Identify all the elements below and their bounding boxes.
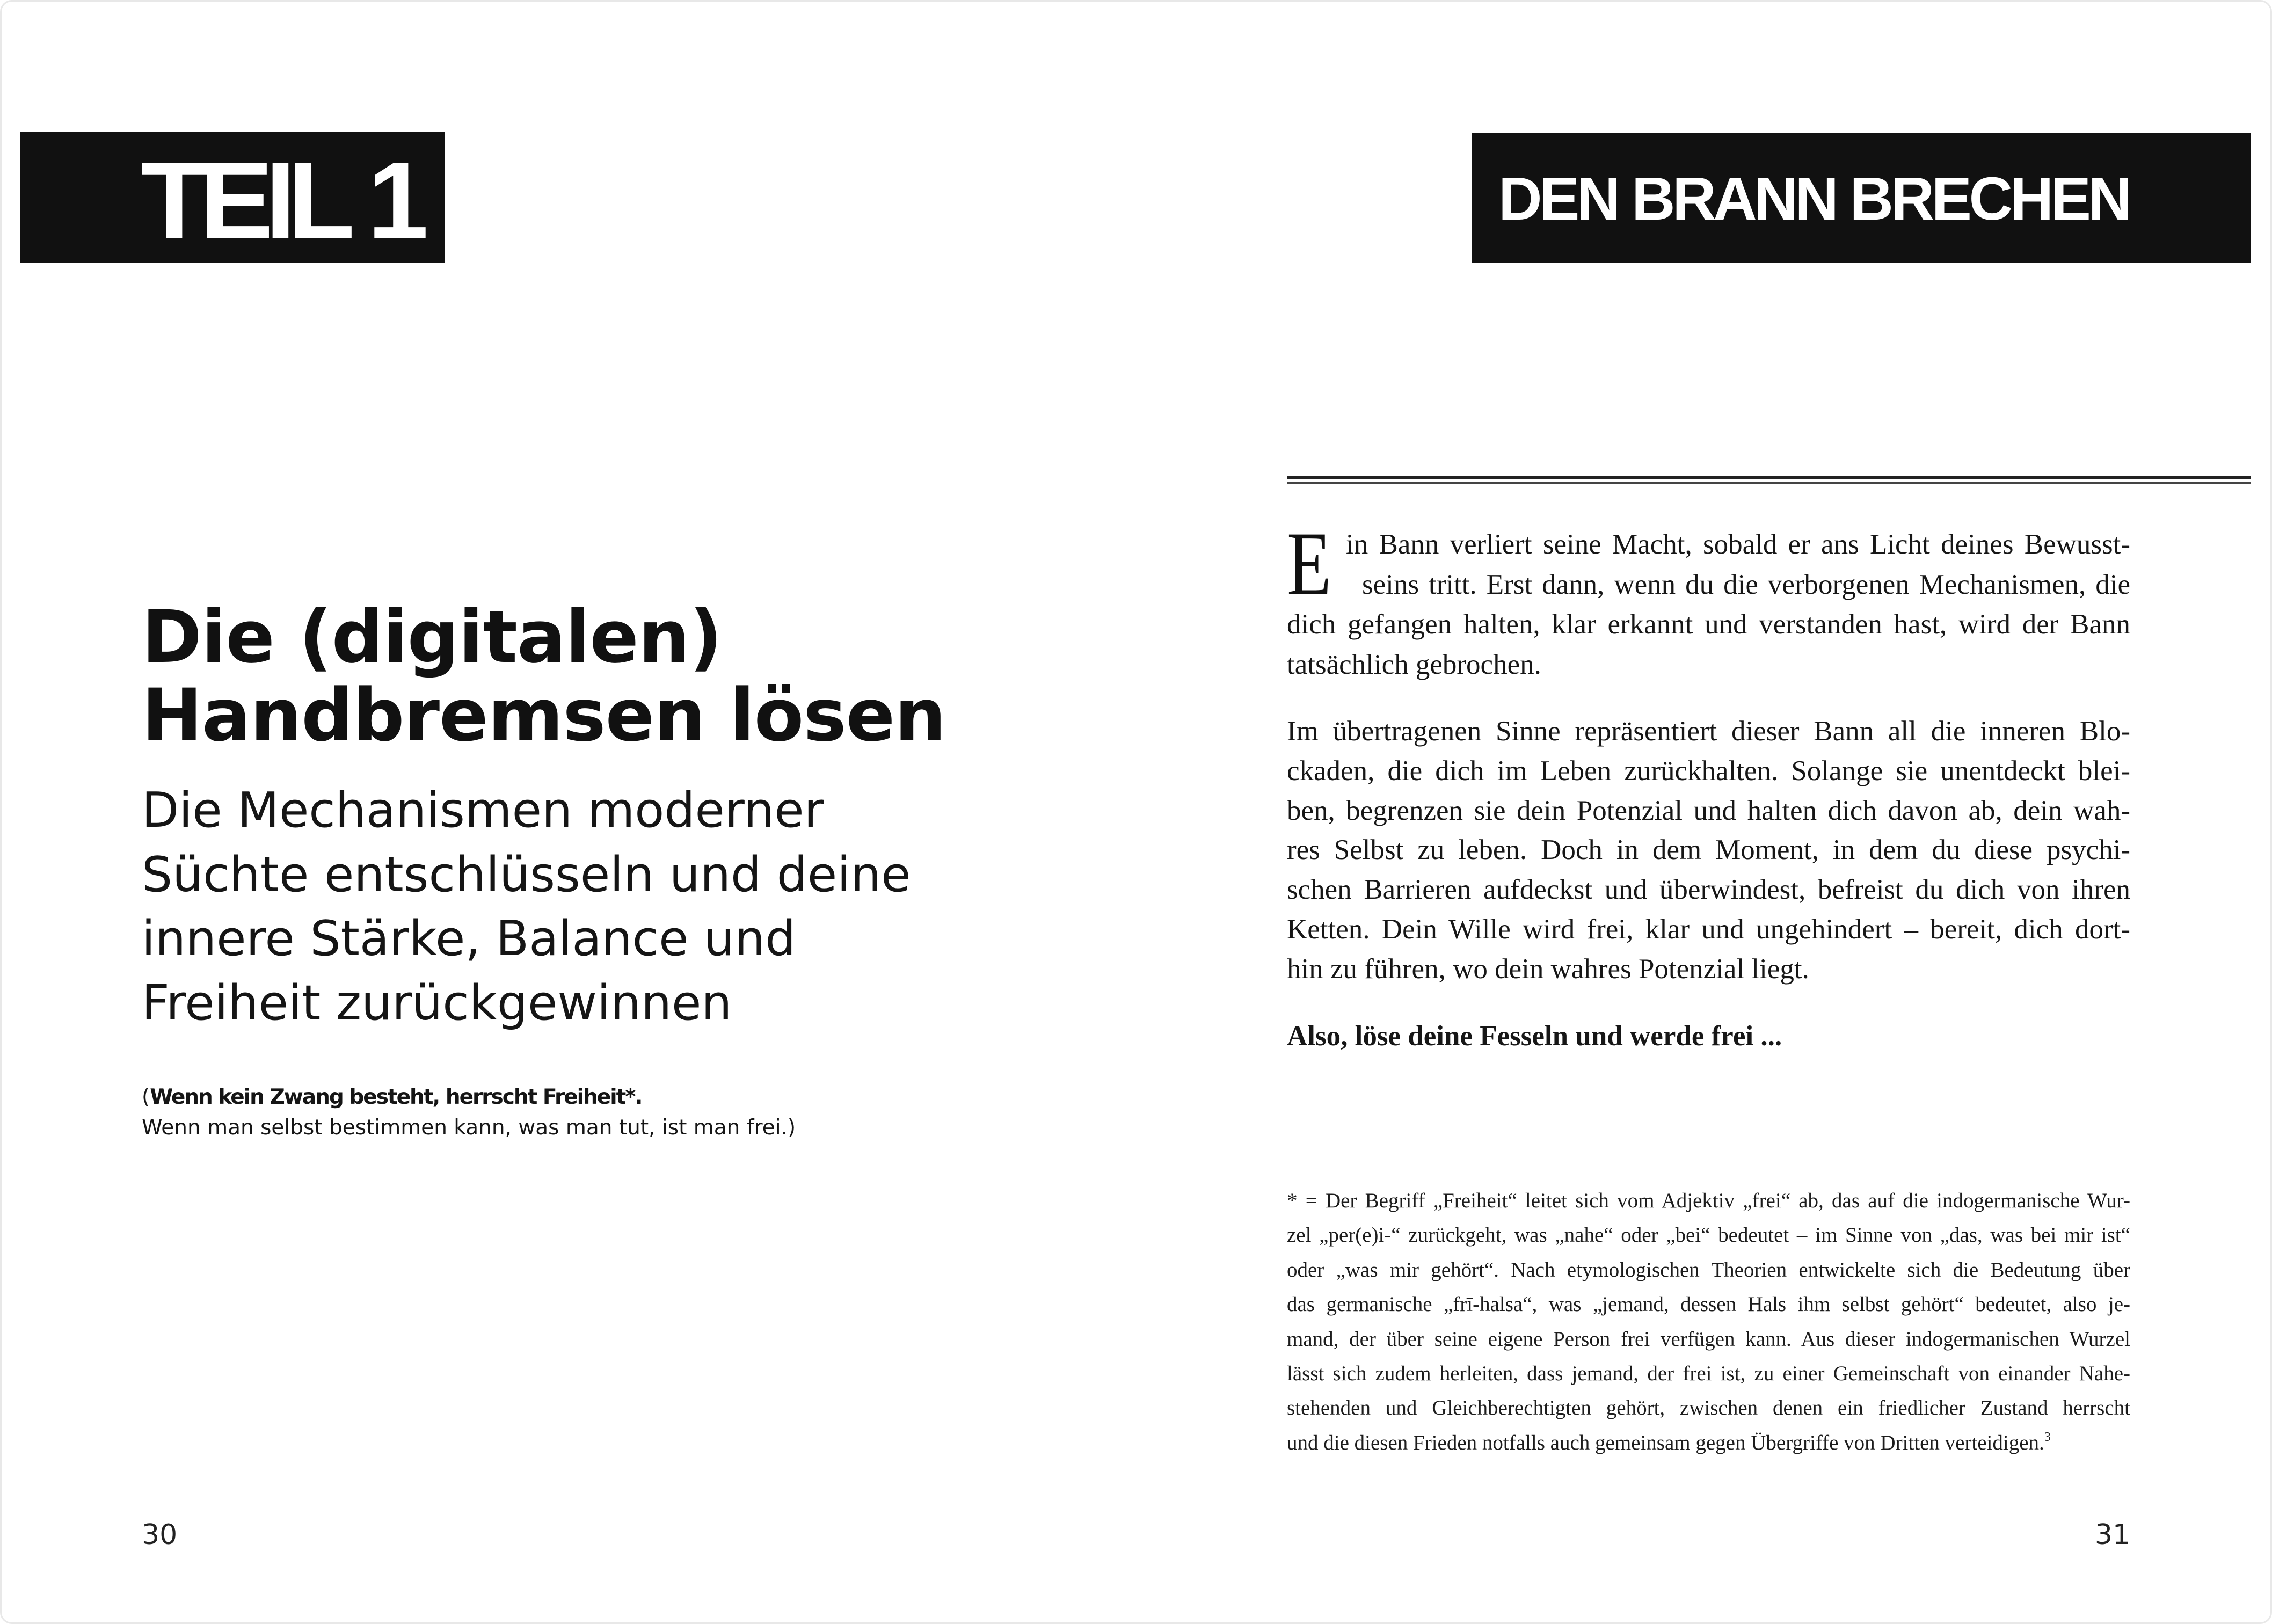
paragraph-line: in Bann verliert seine Macht, sobald er ans Licht deines Bewusst- xyxy=(1346,529,2130,560)
footnote-last-line xyxy=(1287,1426,2130,1460)
quote-open-paren: ( xyxy=(142,1085,150,1109)
paragraph-line: hin zu führen, wo dein wahres Potenzial liegt. xyxy=(1287,953,1809,985)
chapter-subtitle-line: Die Mechanismen moderner xyxy=(142,782,824,839)
paragraph-line: dich gefangen halten, klar erkannt und verstanden hast, wird der Bann xyxy=(1287,609,2130,640)
drop-cap: E xyxy=(1287,513,1332,614)
freedom-quote xyxy=(142,1082,796,1143)
freedom-quote-line-2: Wenn man selbst bestimmen kann, was man tut, ist man frei.) xyxy=(142,1116,796,1140)
chapter-title-line: Handbremsen lösen xyxy=(142,673,946,758)
page-number-left: 30 xyxy=(142,1519,178,1551)
double-rule-top xyxy=(1287,476,2251,479)
paragraph-line: tatsächlich gebrochen. xyxy=(1287,649,1541,680)
paragraph-line: res Selbst zu leben. Doch in dem Moment, in dem du diese psychi- xyxy=(1287,834,2130,866)
footnote-line: zel „per(e)i-“ zurückgeht, was „nahe“ oder „bei“ bedeutet – im Sinne von „das, was bei mir ist“ xyxy=(1287,1224,2130,1247)
double-rule-bottom xyxy=(1287,482,2251,484)
footnote-line: das germanische „frī-halsa“, was „jemand, dessen Hals ihm selbst gehört“ bedeutet, also je- xyxy=(1287,1293,2130,1316)
right-page xyxy=(1136,0,2272,1624)
footnote-line: und die diesen Frieden notfalls auch gemeinsam gegen Übergriffe von Dritten verteidigen. xyxy=(1287,1431,2044,1454)
chapter-subtitle-line: Süchte entschlüsseln und deine xyxy=(142,846,911,903)
paragraph-line: ben, begrenzen sie dein Potenzial und halten dich davon ab, dein wah- xyxy=(1287,795,2130,826)
section-label: DEN BRANN BRECHEN xyxy=(1498,165,2129,232)
footnote-line: mand, der über seine eigene Person frei verfügen kann. Aus dieser indogermanischen Wurzel xyxy=(1287,1327,2130,1351)
paragraph-line: Im übertragenen Sinne repräsentiert dieser Bann all die inneren Blo- xyxy=(1287,716,2130,747)
chapter-title-line: Die (digitalen) xyxy=(142,595,722,679)
page-number-right: 31 xyxy=(2094,1519,2130,1551)
footnote-line: * = Der Begriff „Freiheit“ leitet sich vom Adjektiv „frei“ ab, das auf die indogermanische Wur- xyxy=(1287,1189,2130,1212)
footnote-reference-number: 3 xyxy=(2044,1430,2051,1444)
part-label: TEIL 1 xyxy=(141,139,421,262)
chapter-subtitle xyxy=(142,778,911,1035)
footnote xyxy=(1287,1184,2130,1460)
paragraph-line: schen Barrieren aufdeckst und überwindest, befreist du dich von ihren xyxy=(1287,874,2130,906)
freedom-quote-line-1 xyxy=(142,1082,796,1112)
paragraph-line: Ketten. Dein Wille wird frei, klar und ungehindert – bereit, dich dort- xyxy=(1287,913,2130,945)
chapter-subtitle-line: Freiheit zurückgewinnen xyxy=(142,974,732,1031)
closing-line: Also, löse deine Fesseln und werde frei ... xyxy=(1287,1021,1782,1052)
paragraph-line: seins tritt. Erst dann, wenn du die verborgenen Mechanismen, die xyxy=(1362,569,2130,600)
quote-bold-text: Wenn kein Zwang besteht, herrscht Freiheit*. xyxy=(150,1085,642,1109)
paragraph-2 xyxy=(1287,712,2130,989)
chapter-title xyxy=(142,595,946,758)
section-label-box xyxy=(1472,133,2251,263)
paragraph-line: ckaden, die dich im Leben zurückhalten. Solange sie unentdeckt blei- xyxy=(1287,755,2130,786)
footnote-line: lässt sich zudem herleiten, dass jemand, der frei ist, zu einer Gemeinschaft von einander Nahe- xyxy=(1287,1361,2130,1385)
part-label-box xyxy=(20,132,445,263)
paragraph-1 xyxy=(1287,525,2130,684)
footnote-line: stehenden und Gleichberechtigten gehört, zwischen denen ein friedlicher Zustand herrscht xyxy=(1287,1396,2130,1420)
chapter-subtitle-line: innere Stärke, Balance und xyxy=(142,911,796,967)
footnote-line: oder „was mir gehört“. Nach etymologischen Theorien entwickelte sich die Bedeutung über xyxy=(1287,1258,2130,1281)
